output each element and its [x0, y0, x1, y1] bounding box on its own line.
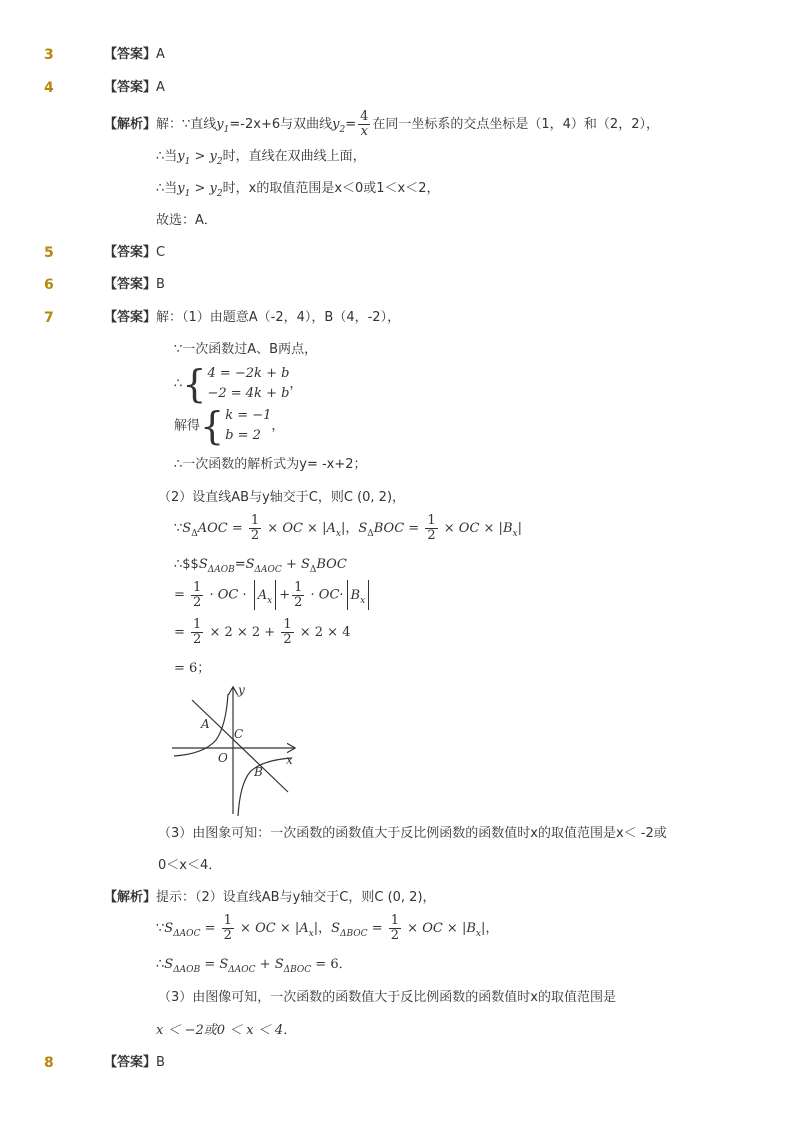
therefore-symbol: ∴ [174, 376, 183, 392]
solution-line: ∴一次函数的解析式为y= -x+2； [174, 457, 367, 472]
answer-line [104, 1054, 165, 1072]
function-graph [168, 680, 308, 820]
comma: ， [289, 376, 303, 392]
answer-tag: 【答案】 [104, 245, 157, 260]
solution-line: （2）设直线AB与y轴交于C，则C (0, 2)， [158, 490, 406, 505]
system-lines: k = −1 b = 2 [225, 408, 272, 443]
analysis-line [156, 148, 366, 171]
equation-system [174, 406, 284, 446]
math-line: $\therefore\$\$S_{\Delta AOB}=S_{\Delta AOC} + S_\Delta BOC$ [174, 557, 347, 575]
analysis-line: （3）由图像可知，一次函数的函数值大于反比例函数的函数值时x的取值范围是 [158, 990, 616, 1005]
analysis-tag: 【解析】 [104, 890, 157, 905]
answer-tag: 【答案】 [104, 310, 157, 325]
math-line: $\because S_{\Delta AOC}$ = $\frac{1}{2}$ × OC × $|A_x|$，$S_{\Delta BOC}$ = $\frac{1}{2}$ × OC × $|B_x|$， [156, 913, 499, 943]
question-number: 7 [44, 310, 54, 326]
answer-tag: 【答案】 [104, 47, 157, 62]
question-number: 8 [44, 1055, 54, 1071]
answer-line [104, 244, 165, 262]
text: ∴当 [156, 149, 178, 164]
answer-value: C [156, 245, 166, 260]
math-inequality: $y_1 > y_2$ [177, 149, 223, 167]
question-number: 4 [44, 80, 54, 96]
text: ∴当 [156, 181, 178, 196]
answer-line [104, 79, 165, 97]
solution-line: ∵一次函数过A、B两点， [174, 342, 318, 357]
analysis-line: 【解析】解：∵直线$y_1=-2x+6$与双曲线$y_2=$ $\frac{4}{x}$ 在同一坐标系的交点坐标是（1，4）和（2，2）， [104, 109, 659, 139]
answer-tag: 【答案】 [104, 1055, 157, 1070]
text: 解得 [174, 418, 201, 434]
graph-label-o: O [218, 751, 228, 765]
analysis-tag: 【解析】 [104, 117, 157, 132]
graph-label-y: y [238, 683, 245, 697]
analysis-line: 故选：A． [156, 213, 217, 228]
solution-line: （3）由图象可知：一次函数的函数值大于反比例函数的函数值时x的取值范围是x＜ -2或 [158, 826, 667, 841]
question-number: 5 [44, 245, 54, 261]
text: 时，直线在双曲线上面， [222, 149, 366, 164]
question-number: 3 [44, 47, 54, 63]
answer-line [104, 276, 165, 294]
answer-line [104, 46, 165, 64]
system-lines: 4 = −2k + b −2 = 4k + b [207, 366, 290, 401]
math-y1: $y_1$ [216, 117, 230, 135]
answer-value: A [156, 47, 165, 62]
brace: { [182, 362, 207, 406]
analysis-line [156, 180, 440, 203]
answer-tag: 【答案】 [104, 80, 157, 95]
math-line: x ＜ −2或0 ＜ x ＜ 4． [156, 1023, 297, 1038]
math-line: $\therefore S_{\Delta AOB} = S_{\Delta AOC} + S_{\Delta BOC} = 6$． [156, 957, 352, 975]
question-number: 6 [44, 277, 54, 293]
text: 在同一坐标系的交点坐标是（1，4）和（2，2）， [372, 117, 659, 132]
equation-system [174, 364, 302, 404]
graph-label-x: x [286, 753, 293, 767]
fraction: $\frac{4}{x}$ [360, 109, 369, 139]
answer-line [104, 309, 400, 327]
text: =-2x+6与双曲线 [229, 117, 333, 132]
math-line: = $\frac{1}{2}$ · OC · $A_x$ + $\frac{1}{2}$ · $OC\cdot B_x$ [174, 580, 372, 610]
analysis-line [104, 889, 436, 907]
math-y2: $y_2$ [332, 117, 346, 135]
graph-label-c: C [234, 727, 244, 741]
brace: { [200, 404, 225, 448]
text: 时，x的取值范围是x＜0或1＜x＜2， [222, 181, 440, 196]
text: 提示：（2）设直线AB与y轴交于C，则C (0, 2)， [156, 890, 436, 905]
linear-function-line [192, 700, 288, 792]
math-line: = 6； [174, 661, 211, 676]
text: 解：（1）由题意A（-2，4），B（4，-2）， [156, 310, 401, 325]
graph-label-a: A [201, 717, 210, 731]
answer-value: B [156, 1055, 165, 1070]
answer-value: A [156, 80, 165, 95]
graph-label-b: B [254, 765, 263, 779]
hyperbola-branch-right [238, 758, 292, 816]
math-line: $\because S_\Delta AOC$ = $\frac{1}{2}$ × OC × $|A_x|$，$S_\Delta BOC$ = $\frac{1}{2}$ × OC × $|B_x|$ [174, 513, 522, 543]
text: 解：∵直线 [156, 117, 217, 132]
answer-value: B [156, 277, 165, 292]
comma: ， [271, 418, 285, 434]
answer-tag: 【答案】 [104, 277, 157, 292]
math-inequality: $y_1 > y_2$ [177, 181, 223, 199]
solution-line: 0＜x＜4． [158, 858, 222, 873]
math-line: = $\frac{1}{2}$ × 2 × 2 + $\frac{1}{2}$ × 2 × 4 [174, 617, 351, 647]
